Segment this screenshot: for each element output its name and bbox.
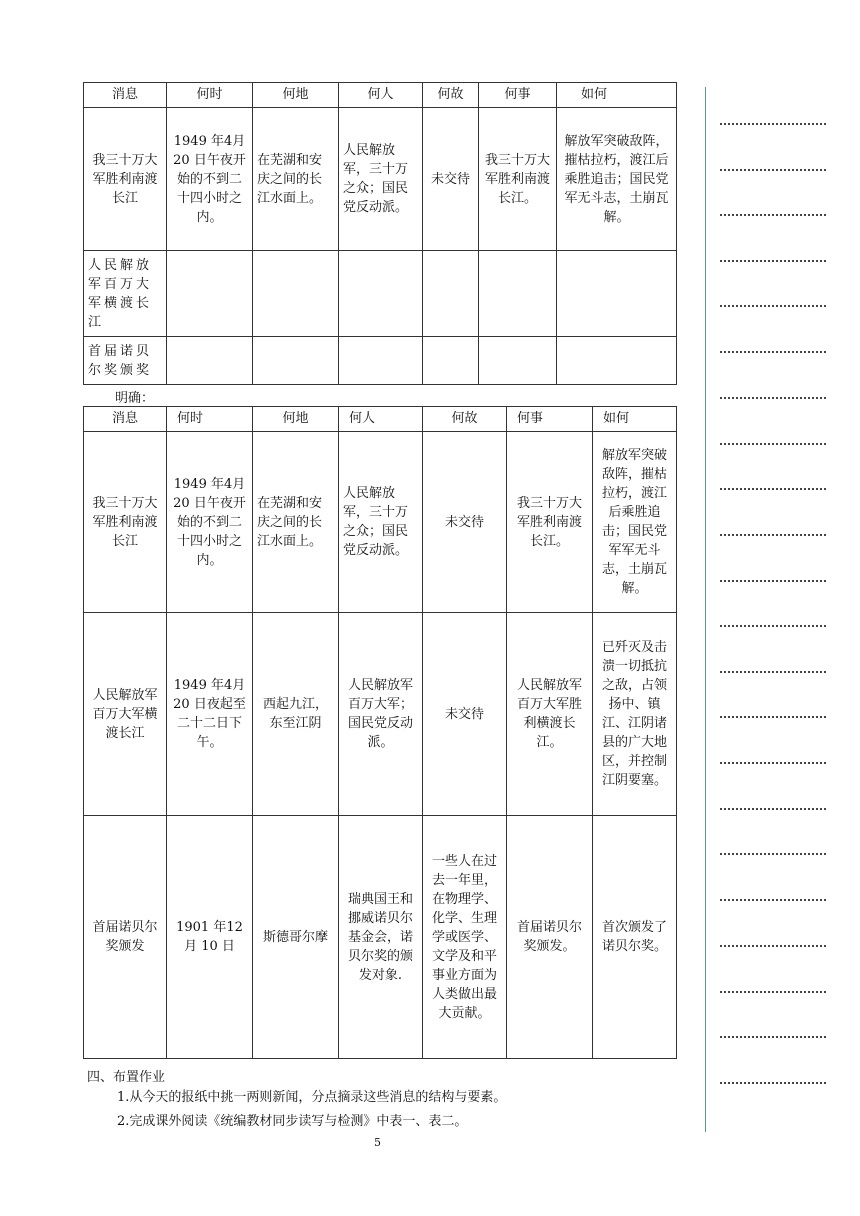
note-line xyxy=(720,1082,826,1084)
note-line xyxy=(720,762,826,764)
table-row xyxy=(84,432,677,613)
table-cell: 人民解放军，三十万之众；国民党反动派。 xyxy=(339,108,423,251)
table-cell xyxy=(557,251,677,337)
table-cell: 人民解放军百万大军；国民党反动派。 xyxy=(339,613,423,816)
table-cell xyxy=(167,337,253,385)
header-cell: 何地 xyxy=(253,83,339,108)
table-cell: 1949 年4月20 日午夜开始的不到二十四小时之内。 xyxy=(167,108,253,251)
table-cell: 首届诺贝尔奖颁奖 xyxy=(84,337,167,385)
notes-column xyxy=(720,0,840,1216)
table-cell: 斯德哥尔摩 xyxy=(253,816,339,1059)
table-cell: 我三十万大军胜利南渡长江。 xyxy=(479,108,557,251)
header-cell: 消息 xyxy=(84,407,167,432)
header-cell: 如何 xyxy=(557,83,677,108)
note-line xyxy=(720,716,826,718)
header-cell: 何人 xyxy=(339,83,423,108)
table-cell: 人民解放军百万大军横渡长江 xyxy=(84,251,167,337)
table-row xyxy=(84,613,677,816)
table-cell xyxy=(423,251,479,337)
note-line xyxy=(720,260,826,262)
table-row xyxy=(84,816,677,1059)
table-cell: 人民解放军，三十万之众；国民党反动派。 xyxy=(339,432,423,613)
table-cell: 解放军突破敌阵，摧枯拉朽，渡江后乘胜追击；国民党军军无斗志，土崩瓦解。 xyxy=(593,432,677,613)
note-line xyxy=(720,899,826,901)
page-number: 5 xyxy=(374,1136,381,1149)
table-cell: 我三十万大军胜利南渡长江 xyxy=(84,108,167,251)
table-row xyxy=(84,108,677,251)
table-cell xyxy=(167,251,253,337)
header-cell: 何人 xyxy=(339,407,423,432)
table-cell: 未交待 xyxy=(423,432,507,613)
note-line xyxy=(720,671,826,673)
table-header-row xyxy=(84,407,677,432)
table-cell: 首届诺贝尔奖颁发。 xyxy=(507,816,593,1059)
note-line xyxy=(720,214,826,216)
table-cell xyxy=(423,337,479,385)
note-line xyxy=(720,625,826,627)
table-cell: 1949 年4月20 日午夜开始的不到二十四小时之内。 xyxy=(167,432,253,613)
header-cell: 消息 xyxy=(84,83,167,108)
news-elements-table-blank xyxy=(83,82,677,385)
table-cell: 我三十万大军胜利南渡长江 xyxy=(84,432,167,613)
table-cell: 西起九江，东至江阴 xyxy=(253,613,339,816)
table-cell: 未交待 xyxy=(423,613,507,816)
note-line xyxy=(720,397,826,399)
table-cell: 1901 年12月 10 日 xyxy=(167,816,253,1059)
table-cell: 解放军突破敌阵，摧枯拉朽，渡江后乘胜追击；国民党军无斗志，土崩瓦解。 xyxy=(557,108,677,251)
news-elements-table-answer xyxy=(83,406,677,1059)
note-line xyxy=(720,580,826,582)
table-cell xyxy=(479,337,557,385)
note-line xyxy=(720,534,826,536)
homework-item: 1.从今天的报纸中挑一两则新闻，分点摘录这些消息的结构与要素。 xyxy=(117,1090,507,1105)
homework-item: 2.完成课外阅读《统编教材同步读写与检测》中表一、表二。 xyxy=(117,1114,468,1129)
table-cell: 首届诺贝尔奖颁发 xyxy=(84,816,167,1059)
table-cell xyxy=(253,251,339,337)
header-cell: 如何 xyxy=(593,407,677,432)
table-cell: 未交待 xyxy=(423,108,479,251)
note-line xyxy=(720,305,826,307)
table-row xyxy=(84,251,677,337)
table-cell: 人民解放军百万大军横渡长江 xyxy=(84,613,167,816)
header-cell: 何事 xyxy=(479,83,557,108)
note-line xyxy=(720,991,826,993)
table-cell: 瑞典国王和挪威诺贝尔基金会，诺贝尔奖的颁发对象. xyxy=(339,816,423,1059)
table-cell xyxy=(557,337,677,385)
table-cell xyxy=(339,337,423,385)
note-line xyxy=(720,351,826,353)
table-cell: 一些人在过去一年里，在物理学、化学、生理学或医学、文学及和平事业方面为人类做出最大贡献。 xyxy=(423,816,507,1059)
header-cell: 何时 xyxy=(167,83,253,108)
table-cell: 人民解放军百万大军胜利横渡长江。 xyxy=(507,613,593,816)
table-row xyxy=(84,337,677,385)
note-line xyxy=(720,945,826,947)
table-cell: 在芜湖和安庆之间的长江水面上。 xyxy=(253,432,339,613)
table-cell xyxy=(339,251,423,337)
clarify-label: 明确： xyxy=(115,391,155,406)
header-cell: 何故 xyxy=(423,83,479,108)
note-line xyxy=(720,123,826,125)
header-cell: 何事 xyxy=(507,407,593,432)
note-line xyxy=(720,488,826,490)
table-cell xyxy=(253,337,339,385)
table-cell: 我三十万大军胜利南渡长江。 xyxy=(507,432,593,613)
table-header-row xyxy=(84,83,677,108)
note-line xyxy=(720,443,826,445)
margin-divider xyxy=(705,87,706,1132)
table-cell: 已歼灭及击溃一切抵抗之敌，占领扬中、镇江、江阴诸县的广大地区，并控制江阴要塞。 xyxy=(593,613,677,816)
table-cell: 1949 年4月20 日夜起至二十二日下午。 xyxy=(167,613,253,816)
header-cell: 何故 xyxy=(423,407,507,432)
table-cell: 首次颁发了诺贝尔奖。 xyxy=(593,816,677,1059)
table-cell: 在芜湖和安庆之间的长江水面上。 xyxy=(253,108,339,251)
note-line xyxy=(720,808,826,810)
note-line xyxy=(720,169,826,171)
table-cell xyxy=(479,251,557,337)
note-line xyxy=(720,853,826,855)
header-cell: 何地 xyxy=(253,407,339,432)
note-line xyxy=(720,1036,826,1038)
header-cell: 何时 xyxy=(167,407,253,432)
section-title: 四、布置作业 xyxy=(87,1070,166,1085)
